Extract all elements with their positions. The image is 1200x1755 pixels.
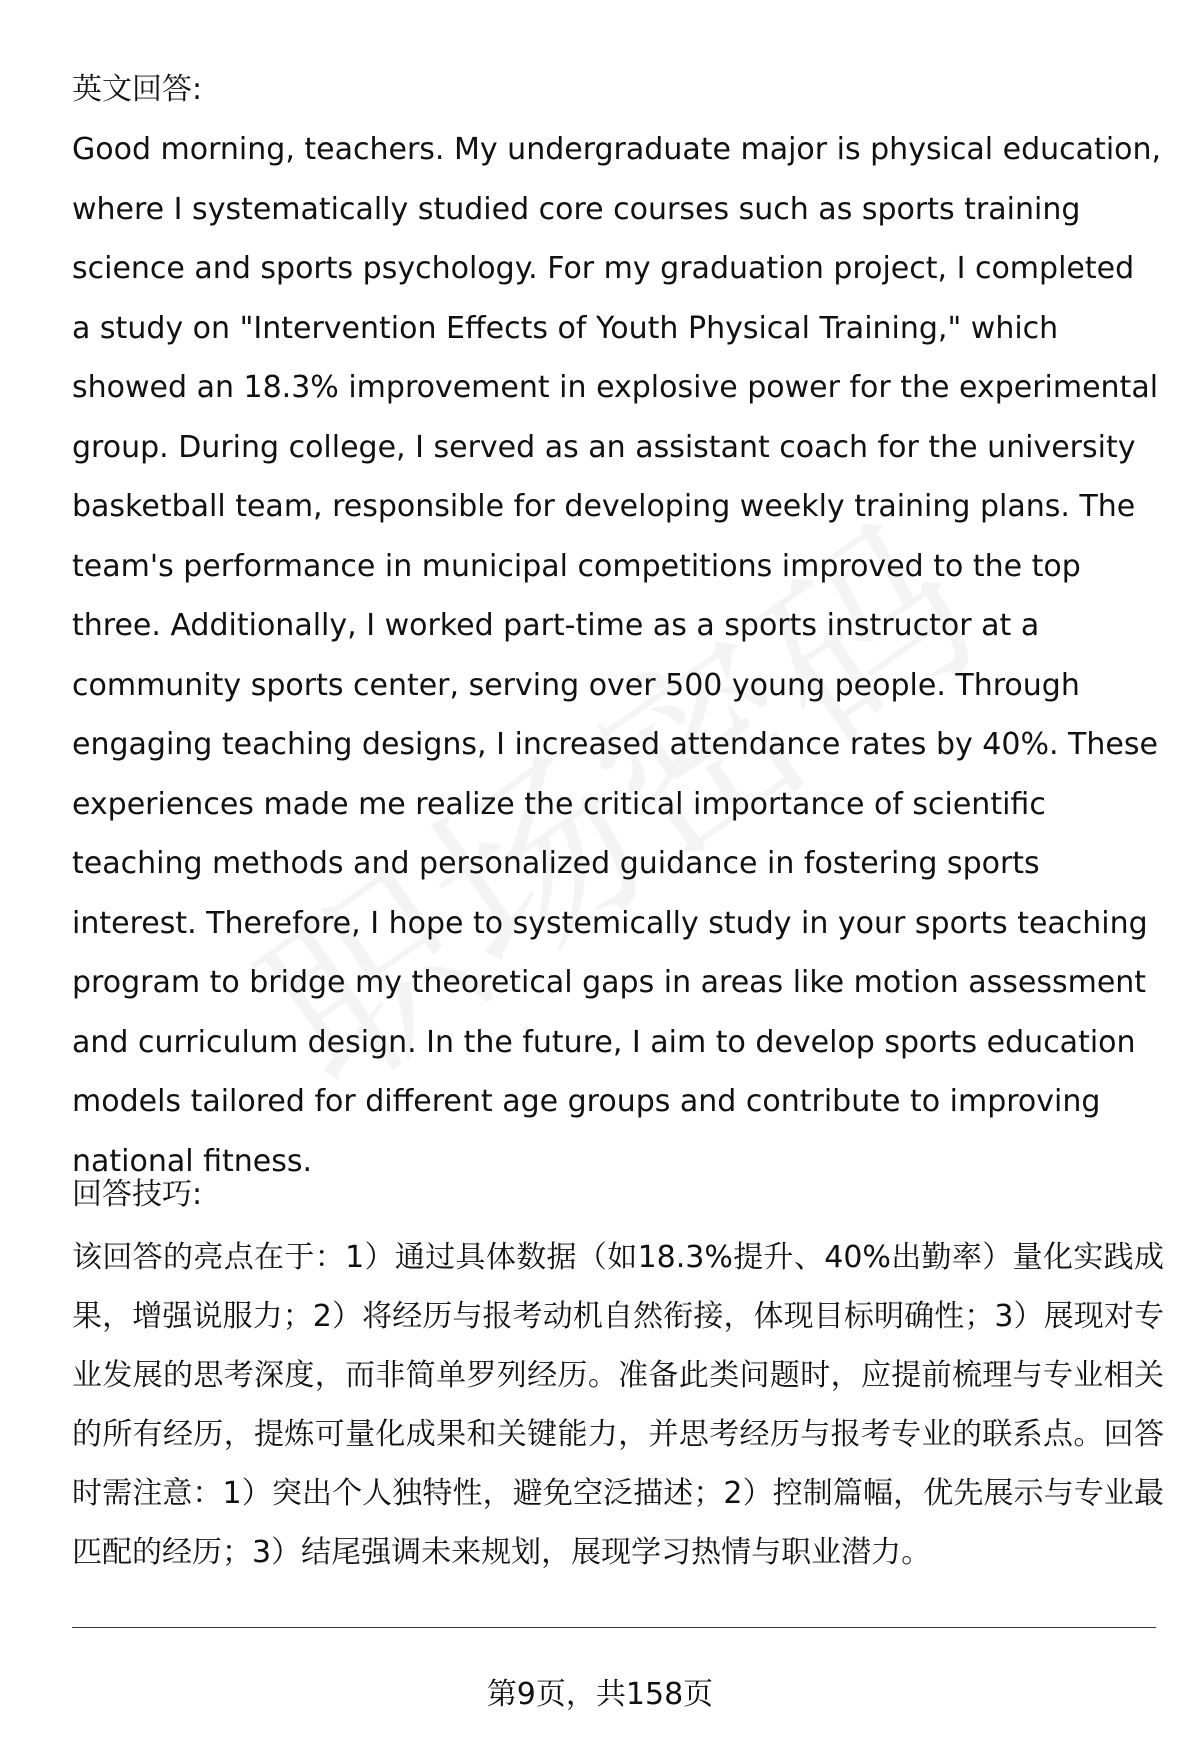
- answer-tips-text: 该回答的亮点在于：1）通过具体数据（如18.3%提升、40%出勤率）量化实践成果，增强说服力；2）将经历与报考动机自然衔接，体现目标明确性；3）展现对专业发展的思考深度，而非简单罗列经历。准备此类问题时，应提前梳理与专业相关的所有经历，提炼可量化成果和关键能力，并思考经历与报考专业的联系点。回答时需注意：1）突出个人独特性，避免空泛描述；2）控制篇幅，优先展示与专业最匹配的经历；3）结尾强调未来规划，展现学习热情与职业潜力。: [72, 1240, 1164, 1570]
- page-number: 第9页，共158页: [486, 1677, 714, 1712]
- english-answer-heading: 英文回答:: [72, 72, 203, 107]
- english-answer-text: Good morning, teachers. My undergraduate major is physical education, where I systematically studied core courses such as sports training science and sports psychology. For my graduation project, I completed a study on "Intervention Effects of Youth Physical Training," which showed an 18.3% improvement in explosive power for the experimental group. During college, I served as an assistant coach for the university basketball team, responsible for developing weekly training plans. The team's performance in municipal competitions improved to the top three. Additionally, I worked part-time as a sports instructor at a community sports center, serving over 500 young people. Through engaging teaching designs, I increased attendance rates by 40%. These experiences made me realize the critical importance of scientific teaching methods and personalized guidance in fostering sports interest. Therefore, I hope to systemically study in your sports teaching program to bridge my theoretical gaps in areas like motion assessment and curriculum design. In the future, I aim to develop sports education models tailored for different age groups and contribute to improving national fitness.: [72, 132, 1162, 1179]
- answer-tips-heading: 回答技巧:: [72, 1177, 203, 1212]
- footer-divider: [72, 1627, 1156, 1628]
